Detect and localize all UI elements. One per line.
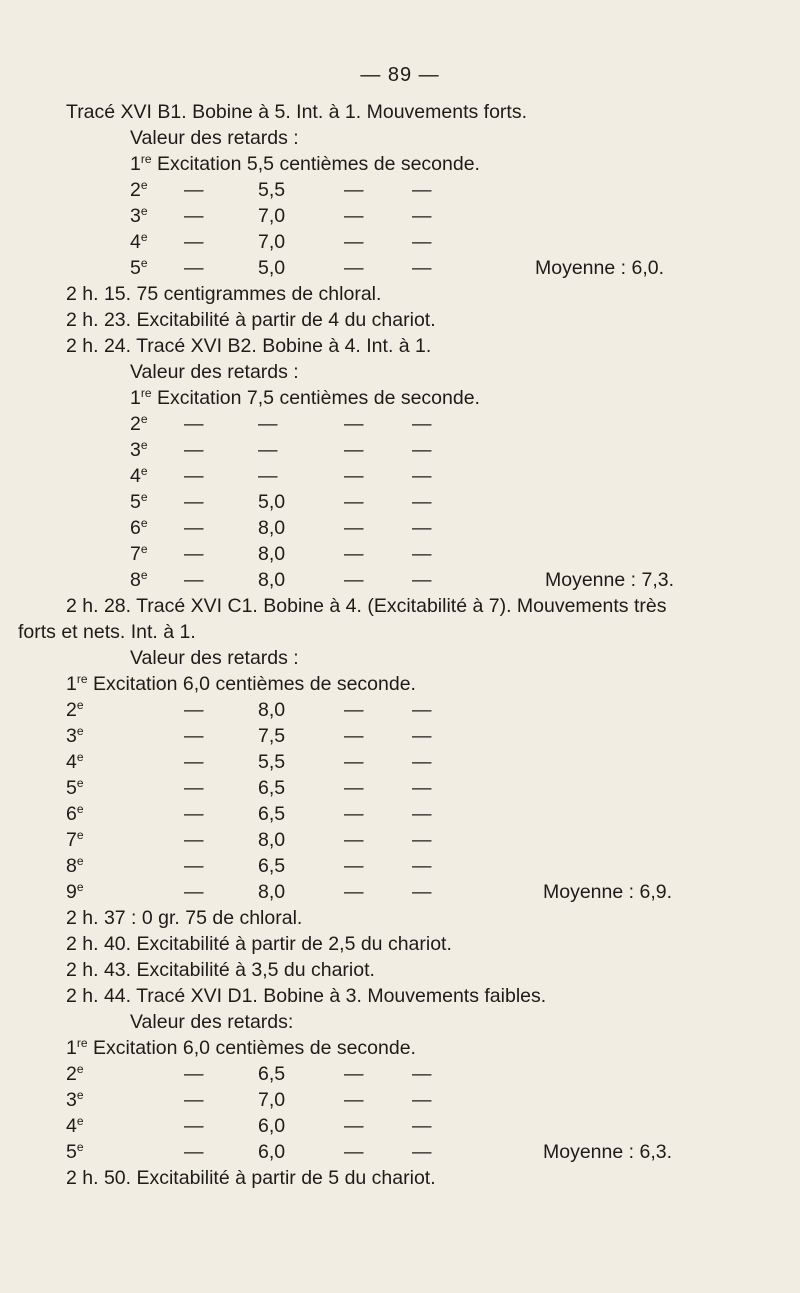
moyenne: Moyenne : 6,3. xyxy=(543,1141,672,1163)
retard-value: 5,5 xyxy=(258,751,286,773)
ordinal: 8 xyxy=(130,569,141,591)
retard-value: 6,5 xyxy=(258,803,286,825)
retard-value: — xyxy=(258,413,278,435)
dash: — xyxy=(412,1063,432,1085)
ordinal: 3 xyxy=(130,439,141,461)
retards-title: Valeur des retards : xyxy=(130,647,299,669)
retard-value: 5,0 xyxy=(258,257,286,279)
dash: — xyxy=(412,829,432,851)
dash: — xyxy=(184,699,204,721)
dash: — xyxy=(412,855,432,877)
retard-value: — xyxy=(258,439,278,461)
dash: — xyxy=(412,1141,432,1163)
dash: — xyxy=(412,465,432,487)
ordinal-suffix: e xyxy=(140,256,148,270)
retard-value: 8,0 xyxy=(258,543,286,565)
retard-value: 7,0 xyxy=(258,1089,286,1111)
ordinal: 6 xyxy=(66,803,77,825)
dash: — xyxy=(184,491,204,513)
dash: — xyxy=(184,1089,204,1111)
ordinal: 9 xyxy=(66,881,77,903)
dash: — xyxy=(412,257,432,279)
ordinal-suffix: e xyxy=(140,230,148,244)
moyenne: Moyenne : 6,0. xyxy=(535,257,664,279)
trace-header-c1-continued: forts et nets. Int. à 1. xyxy=(18,621,196,643)
dash: — xyxy=(412,803,432,825)
ordinal: 4 xyxy=(130,231,141,253)
ordinal-suffix: e xyxy=(140,568,148,582)
ordinal: 6 xyxy=(130,517,141,539)
ordinal-suffix: e xyxy=(76,802,84,816)
retard-value: 6,5 xyxy=(258,777,286,799)
dash: — xyxy=(344,1141,364,1163)
ordinal: 7 xyxy=(66,829,77,851)
page-number: — 89 — xyxy=(360,64,440,86)
dash: — xyxy=(344,803,364,825)
dash: — xyxy=(412,439,432,461)
ordinal-suffix: re xyxy=(76,1036,88,1050)
dash: — xyxy=(184,569,204,591)
retard-value: 8,0 xyxy=(258,569,286,591)
dash: — xyxy=(344,231,364,253)
dash: — xyxy=(412,205,432,227)
ordinal: 2 xyxy=(66,699,77,721)
dash: — xyxy=(412,699,432,721)
ordinal-suffix: e xyxy=(76,1140,84,1154)
dash: — xyxy=(344,1115,364,1137)
ordinal-suffix: e xyxy=(76,750,84,764)
dash: — xyxy=(344,1089,364,1111)
ordinal-suffix: e xyxy=(140,464,148,478)
dash: — xyxy=(344,205,364,227)
dash: — xyxy=(344,465,364,487)
retard-value: 5,5 xyxy=(258,179,286,201)
dash: — xyxy=(184,855,204,877)
retards-title: Valeur des retards : xyxy=(130,361,299,383)
first-excitation xyxy=(130,152,480,176)
ordinal-suffix: e xyxy=(140,516,148,530)
ordinal: 5 xyxy=(66,777,77,799)
dash: — xyxy=(412,517,432,539)
dash: — xyxy=(344,699,364,721)
moyenne: Moyenne : 7,3. xyxy=(545,569,674,591)
trace-header-d1: 2 h. 44. Tracé XVI D1. Bobine à 3. Mouvements faibles. xyxy=(66,985,547,1007)
ordinal-suffix: e xyxy=(76,1062,84,1076)
ordinal: 5 xyxy=(130,257,141,279)
retard-value: 7,0 xyxy=(258,205,286,227)
dash: — xyxy=(344,517,364,539)
note-line: 2 h. 43. Excitabilité à 3,5 du chariot. xyxy=(66,959,375,981)
dash: — xyxy=(344,569,364,591)
retard-value: 5,0 xyxy=(258,491,286,513)
ordinal: 3 xyxy=(130,205,141,227)
ordinal-suffix: e xyxy=(76,698,84,712)
retard-value: 7,5 xyxy=(258,725,286,747)
first-excitation xyxy=(66,672,416,696)
dash: — xyxy=(412,725,432,747)
ordinal: 8 xyxy=(66,855,77,877)
ordinal-suffix: re xyxy=(140,152,152,166)
dash: — xyxy=(184,1115,204,1137)
dash: — xyxy=(184,777,204,799)
ordinal-suffix: e xyxy=(140,178,148,192)
retard-value: 8,0 xyxy=(258,517,286,539)
retard-value: 8,0 xyxy=(258,699,286,721)
ordinal-suffix: e xyxy=(76,776,84,790)
ordinal-suffix: re xyxy=(76,672,88,686)
dash: — xyxy=(344,257,364,279)
ordinal: 1 xyxy=(130,387,141,409)
trace-header-c1: 2 h. 28. Tracé XVI C1. Bobine à 4. (Excitabilité à 7). Mouvements très xyxy=(66,595,667,617)
dash: — xyxy=(412,751,432,773)
dash: — xyxy=(184,205,204,227)
dash: — xyxy=(344,725,364,747)
retard-value: 8,0 xyxy=(258,881,286,903)
final-note: 2 h. 50. Excitabilité à partir de 5 du chariot. xyxy=(66,1167,436,1189)
trace-header-b1: Tracé XVI B1. Bobine à 5. Int. à 1. Mouvements forts. xyxy=(66,101,528,123)
retard-value: 7,0 xyxy=(258,231,286,253)
note-line: 2 h. 23. Excitabilité à partir de 4 du chariot. xyxy=(66,309,436,331)
ordinal: 4 xyxy=(66,751,77,773)
ordinal-suffix: e xyxy=(76,880,84,894)
dash: — xyxy=(344,439,364,461)
ordinal: 1 xyxy=(66,673,77,695)
ordinal-suffix: e xyxy=(140,412,148,426)
dash: — xyxy=(412,777,432,799)
ordinal: 2 xyxy=(130,179,141,201)
dash: — xyxy=(412,491,432,513)
ordinal: 3 xyxy=(66,1089,77,1111)
dash: — xyxy=(184,517,204,539)
dash: — xyxy=(412,1089,432,1111)
retard-value: 6,0 xyxy=(258,1141,286,1163)
dash: — xyxy=(412,413,432,435)
retard-value: 6,5 xyxy=(258,1063,286,1085)
moyenne: Moyenne : 6,9. xyxy=(543,881,672,903)
ordinal-suffix: e xyxy=(76,854,84,868)
dash: — xyxy=(412,543,432,565)
dash: — xyxy=(184,803,204,825)
retard-value: 8,0 xyxy=(258,829,286,851)
dash: — xyxy=(184,543,204,565)
ordinal: 7 xyxy=(130,543,141,565)
ordinal-suffix: e xyxy=(76,828,84,842)
dash: — xyxy=(184,725,204,747)
dash: — xyxy=(344,777,364,799)
dash: — xyxy=(344,829,364,851)
ordinal: 2 xyxy=(66,1063,77,1085)
dash: — xyxy=(344,491,364,513)
dash: — xyxy=(412,569,432,591)
dash: — xyxy=(344,179,364,201)
trace-header-b2: 2 h. 24. Tracé XVI B2. Bobine à 4. Int. à 1. xyxy=(66,335,432,357)
dash: — xyxy=(344,881,364,903)
first-excitation xyxy=(130,386,480,410)
excitation-text: Excitation 5,5 centièmes de seconde. xyxy=(156,153,480,175)
note-line: 2 h. 37 : 0 gr. 75 de chloral. xyxy=(66,907,303,929)
dash: — xyxy=(184,829,204,851)
dash: — xyxy=(184,257,204,279)
dash: — xyxy=(344,413,364,435)
dash: — xyxy=(184,179,204,201)
dash: — xyxy=(344,543,364,565)
retard-value: 6,0 xyxy=(258,1115,286,1137)
dash: — xyxy=(184,413,204,435)
dash: — xyxy=(412,179,432,201)
dash: — xyxy=(184,751,204,773)
dash: — xyxy=(184,1063,204,1085)
retard-value: 6,5 xyxy=(258,855,286,877)
ordinal-suffix: e xyxy=(76,1088,84,1102)
excitation-text: Excitation 6,0 centièmes de seconde. xyxy=(92,673,416,695)
ordinal-suffix: re xyxy=(140,386,152,400)
ordinal: 1 xyxy=(66,1037,77,1059)
dash: — xyxy=(412,1115,432,1137)
ordinal: 3 xyxy=(66,725,77,747)
note-line: 2 h. 40. Excitabilité à partir de 2,5 du chariot. xyxy=(66,933,452,955)
dash: — xyxy=(344,751,364,773)
ordinal-suffix: e xyxy=(140,204,148,218)
retards-title: Valeur des retards: xyxy=(130,1011,294,1033)
ordinal: 1 xyxy=(130,153,141,175)
dash: — xyxy=(184,439,204,461)
dash: — xyxy=(344,1063,364,1085)
ordinal: 5 xyxy=(130,491,141,513)
ordinal: 4 xyxy=(130,465,141,487)
dash: — xyxy=(184,465,204,487)
note-line: 2 h. 15. 75 centigrammes de chloral. xyxy=(66,283,382,305)
ordinal: 2 xyxy=(130,413,141,435)
dash: — xyxy=(412,231,432,253)
first-excitation xyxy=(66,1036,416,1060)
ordinal: 4 xyxy=(66,1115,77,1137)
ordinal-suffix: e xyxy=(140,438,148,452)
dash: — xyxy=(412,881,432,903)
excitation-text: Excitation 6,0 centièmes de seconde. xyxy=(92,1037,416,1059)
retards-title: Valeur des retards : xyxy=(130,127,299,149)
ordinal-suffix: e xyxy=(76,724,84,738)
dash: — xyxy=(184,231,204,253)
ordinal-suffix: e xyxy=(140,490,148,504)
ordinal: 5 xyxy=(66,1141,77,1163)
excitation-text: Excitation 7,5 centièmes de seconde. xyxy=(156,387,480,409)
ordinal-suffix: e xyxy=(76,1114,84,1128)
ordinal-suffix: e xyxy=(140,542,148,556)
dash: — xyxy=(184,881,204,903)
retard-value: — xyxy=(258,465,278,487)
dash: — xyxy=(344,855,364,877)
dash: — xyxy=(184,1141,204,1163)
